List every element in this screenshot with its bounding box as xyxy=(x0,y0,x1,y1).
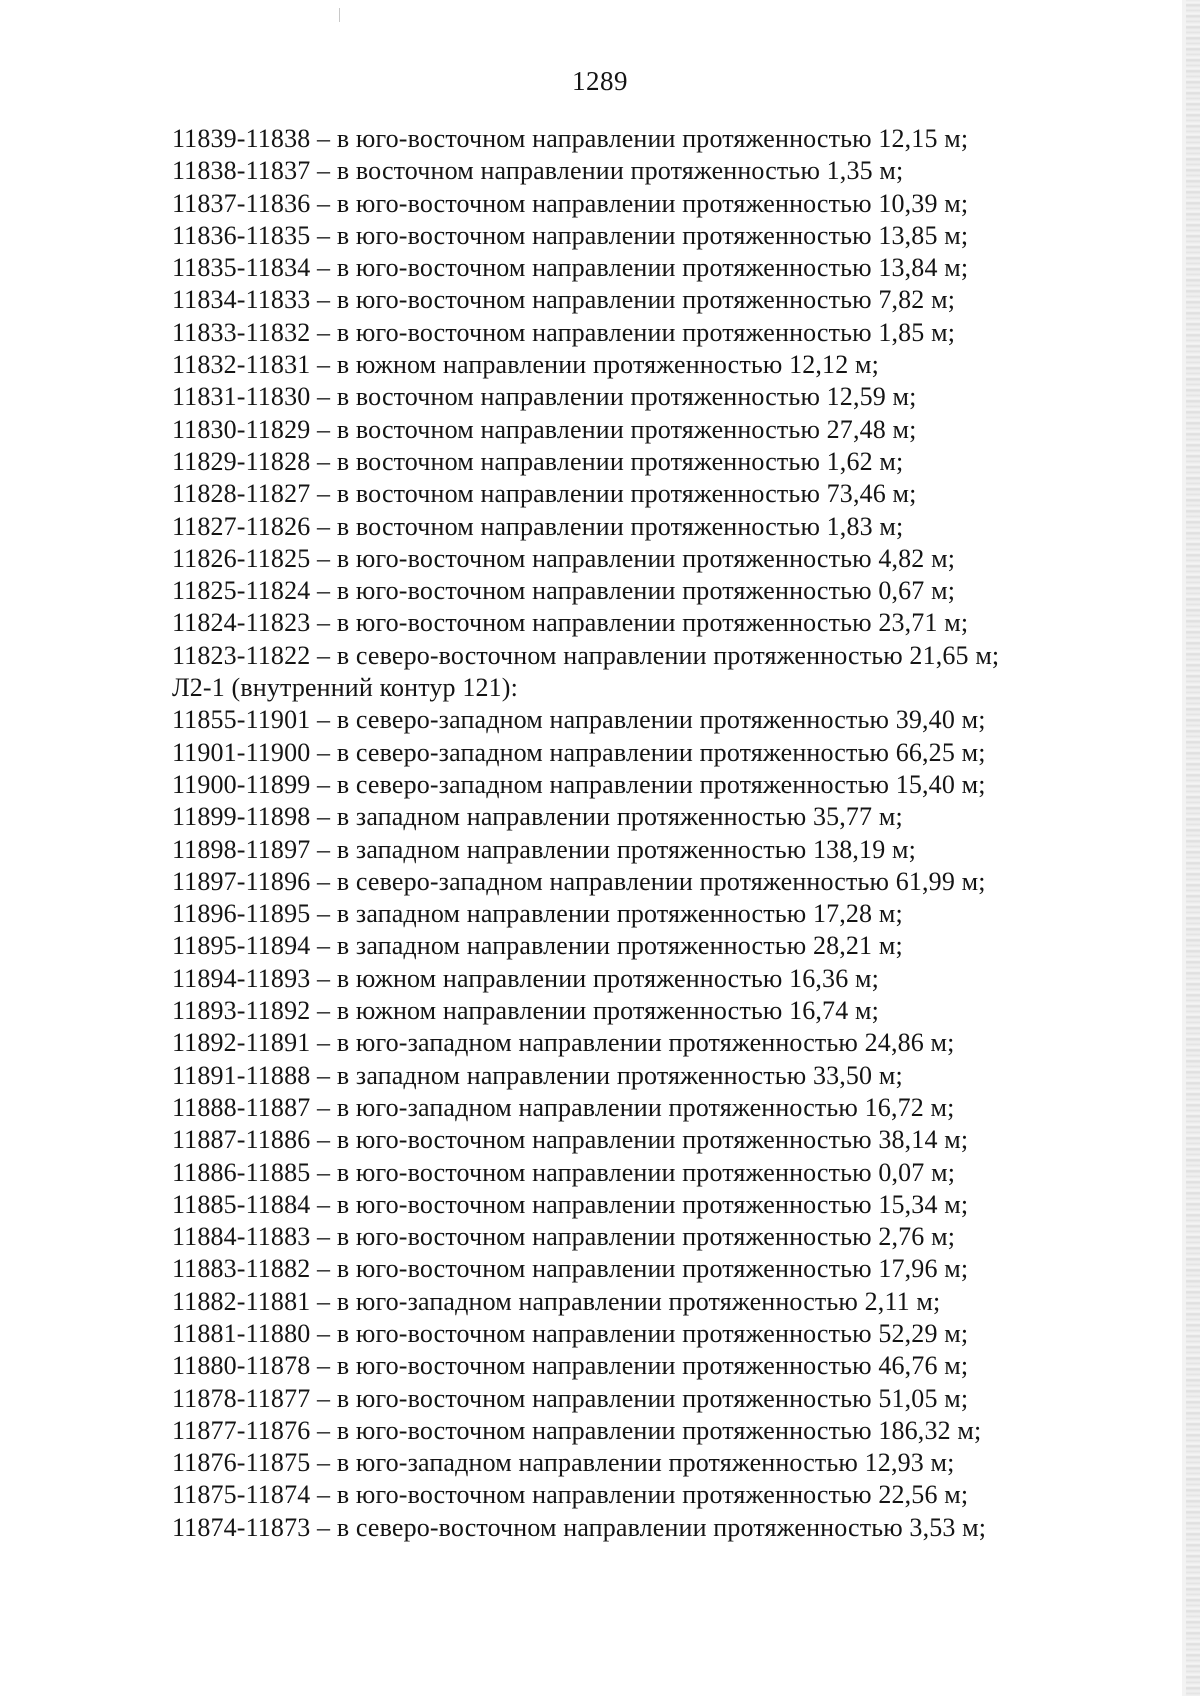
boundary-segment-line: 11832-11831 – в южном направлении протяженностью 12,12 м; xyxy=(172,350,879,380)
boundary-segment-line: 11837-11836 – в юго-восточном направлении протяженностью 10,39 м; xyxy=(172,188,969,218)
boundary-description-list xyxy=(172,123,1112,1544)
boundary-segment-line: 11874-11873 – в северо-восточном направлении протяженностью 3,53 м; xyxy=(172,1512,987,1542)
boundary-segment-line: 11885-11884 – в юго-восточном направлении протяженностью 15,34 м; xyxy=(172,1189,969,1219)
boundary-segment-line: 11878-11877 – в юго-восточном направлении протяженностью 51,05 м; xyxy=(172,1383,969,1413)
boundary-segment-line: 11835-11834 – в юго-восточном направлении протяженностью 13,84 м; xyxy=(172,253,969,283)
boundary-segment-line: 11896-11895 – в западном направлении протяженностью 17,28 м; xyxy=(172,899,903,929)
boundary-segment-line: 11876-11875 – в юго-западном направлении протяженностью 12,93 м; xyxy=(172,1448,955,1478)
boundary-segment-line: 11900-11899 – в северо-западном направлении протяженностью 15,40 м; xyxy=(172,769,986,799)
page-number: 1289 xyxy=(572,66,628,96)
boundary-segment-line: 11883-11882 – в юго-восточном направлении протяженностью 17,96 м; xyxy=(172,1254,969,1284)
boundary-segment-line: 11830-11829 – в восточном направлении протяженностью 27,48 м; xyxy=(172,414,917,444)
boundary-segment-line: 11888-11887 – в юго-западном направлении протяженностью 16,72 м; xyxy=(172,1092,955,1122)
scan-artifact-mark xyxy=(339,8,340,22)
boundary-segment-line: 11898-11897 – в западном направлении протяженностью 138,19 м; xyxy=(172,834,916,864)
boundary-segment-line: 11892-11891 – в юго-западном направлении протяженностью 24,86 м; xyxy=(172,1028,955,1058)
boundary-segment-line: 11877-11876 – в юго-восточном направлении протяженностью 186,32 м; xyxy=(172,1415,982,1445)
boundary-segment-line: 11891-11888 – в западном направлении протяженностью 33,50 м; xyxy=(172,1060,903,1090)
boundary-segment-line: 11897-11896 – в северо-западном направлении протяженностью 61,99 м; xyxy=(172,866,986,896)
boundary-segment-line: 11899-11898 – в западном направлении протяженностью 35,77 м; xyxy=(172,802,903,832)
boundary-segment-line: 11886-11885 – в юго-восточном направлении протяженностью 0,07 м; xyxy=(172,1157,956,1187)
boundary-segment-line: 11887-11886 – в юго-восточном направлении протяженностью 38,14 м; xyxy=(172,1125,969,1155)
boundary-segment-line: 11831-11830 – в восточном направлении протяженностью 12,59 м; xyxy=(172,382,917,412)
boundary-segment-line: 11829-11828 – в восточном направлении протяженностью 1,62 м; xyxy=(172,446,904,476)
scan-edge-border xyxy=(1186,0,1200,1696)
boundary-segment-line: 11836-11835 – в юго-восточном направлении протяженностью 13,85 м; xyxy=(172,220,969,250)
boundary-segment-line: 11855-11901 – в северо-западном направлении протяженностью 39,40 м; xyxy=(172,705,986,735)
boundary-segment-line: 11880-11878 – в юго-восточном направлении протяженностью 46,76 м; xyxy=(172,1351,969,1381)
boundary-segment-line: 11825-11824 – в юго-восточном направлении протяженностью 0,67 м; xyxy=(172,576,956,606)
boundary-segment-line: 11827-11826 – в восточном направлении протяженностью 1,83 м; xyxy=(172,511,904,541)
section-heading: Л2-1 (внутренний контур 121): xyxy=(172,673,518,703)
boundary-segment-line: 11882-11881 – в юго-западном направлении протяженностью 2,11 м; xyxy=(172,1286,941,1316)
boundary-segment-line: 11884-11883 – в юго-восточном направлении протяженностью 2,76 м; xyxy=(172,1222,956,1252)
boundary-segment-line: 11881-11880 – в юго-восточном направлении протяженностью 52,29 м; xyxy=(172,1318,969,1348)
boundary-segment-line: 11893-11892 – в южном направлении протяженностью 16,74 м; xyxy=(172,996,879,1026)
boundary-segment-line: 11834-11833 – в юго-восточном направлении протяженностью 7,82 м; xyxy=(172,285,956,315)
boundary-segment-line: 11839-11838 – в юго-восточном направлении протяженностью 12,15 м; xyxy=(172,124,969,153)
boundary-segment-line: 11838-11837 – в восточном направлении протяженностью 1,35 м; xyxy=(172,156,904,186)
boundary-segment-line: 11901-11900 – в северо-западном направлении протяженностью 66,25 м; xyxy=(172,737,986,767)
boundary-segment-line: 11828-11827 – в восточном направлении протяженностью 73,46 м; xyxy=(172,479,917,509)
boundary-segment-line: 11826-11825 – в юго-восточном направлении протяженностью 4,82 м; xyxy=(172,543,956,573)
boundary-segment-line: 11894-11893 – в южном направлении протяженностью 16,36 м; xyxy=(172,963,879,993)
boundary-segment-line: 11875-11874 – в юго-восточном направлении протяженностью 22,56 м; xyxy=(172,1480,969,1510)
boundary-segment-line: 11824-11823 – в юго-восточном направлении протяженностью 23,71 м; xyxy=(172,608,969,638)
boundary-segment-line: 11895-11894 – в западном направлении протяженностью 28,21 м; xyxy=(172,931,903,961)
boundary-segment-line: 11823-11822 – в северо-восточном направлении протяженностью 21,65 м; xyxy=(172,640,1000,670)
boundary-segment-line: 11833-11832 – в юго-восточном направлении протяженностью 1,85 м; xyxy=(172,317,956,347)
